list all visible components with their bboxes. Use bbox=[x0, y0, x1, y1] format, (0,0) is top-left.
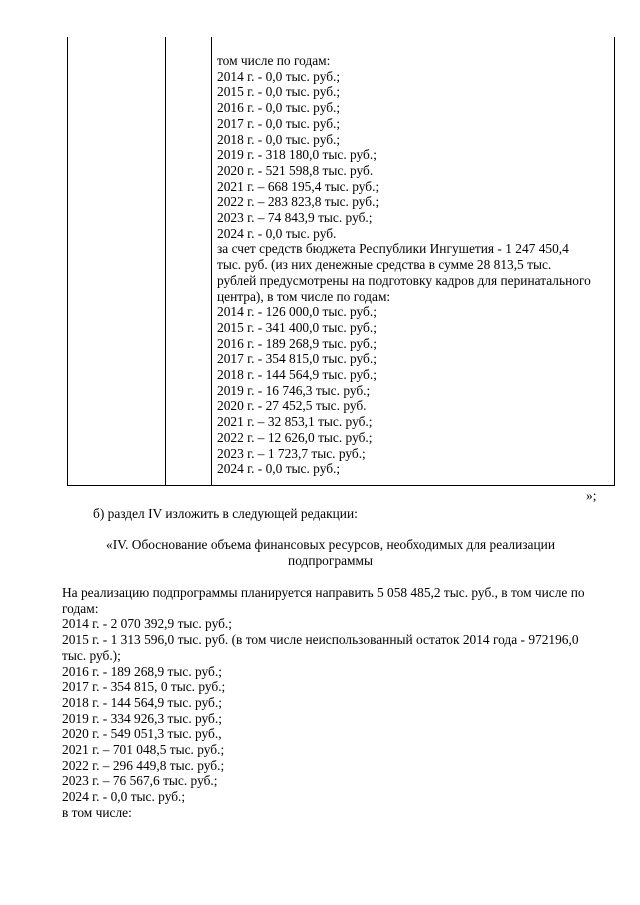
body-line: 2017 г. - 354 815, 0 тыс. руб.; bbox=[62, 679, 226, 695]
table-cell-line: 2016 г. - 189 268,9 тыс. руб.; bbox=[217, 335, 377, 351]
table-cell-line: 2021 г. – 668 195,4 тыс. руб.; bbox=[217, 178, 380, 194]
budget-paragraph-line: тыс. руб. (из них денежные средства в сумме 28 813,5 тыс. bbox=[217, 257, 552, 273]
body-line: 2014 г. - 2 070 392,9 тыс. руб.; bbox=[62, 616, 232, 632]
body-line: 2023 г. – 76 567,6 тыс. руб.; bbox=[62, 773, 218, 789]
table-cell-line: 2022 г. – 12 626,0 тыс. руб.; bbox=[217, 429, 373, 445]
body-line: 2018 г. - 144 564,9 тыс. руб.; bbox=[62, 694, 222, 710]
heading-line-2: подпрограммы bbox=[288, 552, 373, 568]
table-cell-line: 2015 г. - 0,0 тыс. руб.; bbox=[217, 84, 341, 100]
budget-paragraph-line: за счет средств бюджета Республики Ингушетия - 1 247 450,4 bbox=[217, 241, 569, 257]
table-cell-line: 2017 г. - 354 815,0 тыс. руб.; bbox=[217, 351, 377, 367]
table-column-divider bbox=[211, 37, 212, 485]
table-cell-line: 2021 г. – 32 853,1 тыс. руб.; bbox=[217, 414, 373, 430]
body-line: На реализацию подпрограммы планируется направить 5 058 485,2 тыс. руб., в том числе по bbox=[62, 585, 585, 600]
section-heading bbox=[63, 537, 598, 568]
body-line: 2022 г. – 296 449,8 тыс. руб.; bbox=[62, 757, 225, 773]
body-paragraph bbox=[62, 585, 622, 821]
body-line: тыс. руб.); bbox=[62, 647, 121, 663]
body-line: в том числе: bbox=[62, 804, 132, 820]
table-cell-funding-text bbox=[217, 53, 613, 477]
budget-paragraph-line: рублей предусмотрены на подготовку кадров для перинатального bbox=[217, 272, 591, 288]
table-cell-line: 2017 г. - 0,0 тыс. руб.; bbox=[217, 115, 341, 131]
table-cell-line: 2018 г. - 144 564,9 тыс. руб.; bbox=[217, 367, 377, 383]
table-cell-line: 2018 г. - 0,0 тыс. руб.; bbox=[217, 131, 341, 147]
table-cell-line: 2014 г. - 126 000,0 тыс. руб.; bbox=[217, 304, 377, 320]
body-line: 2016 г. - 189 268,9 тыс. руб.; bbox=[62, 663, 222, 679]
body-line: 2015 г. - 1 313 596,0 тыс. руб. (в том числе неиспользованный остаток 2014 года - 972196,0 bbox=[62, 632, 579, 648]
body-line: годам: bbox=[62, 600, 99, 616]
section-b-instruction: б) раздел IV изложить в следующей редакции: bbox=[93, 506, 358, 521]
table-cell-line: 2019 г. - 318 180,0 тыс. руб.; bbox=[217, 147, 377, 163]
budget-paragraph-line: центра), в том числе по годам: bbox=[217, 288, 391, 304]
body-line: 2024 г. - 0,0 тыс. руб.; bbox=[62, 789, 186, 805]
table-cell-line: 2023 г. – 1 723,7 тыс. руб.; bbox=[217, 445, 366, 461]
table-cell-line: 2014 г. - 0,0 тыс. руб.; bbox=[217, 68, 341, 84]
body-line: 2021 г. – 701 048,5 тыс. руб.; bbox=[62, 742, 225, 758]
body-line: 2019 г. - 334 926,3 тыс. руб.; bbox=[62, 710, 222, 726]
table-cell-line: 2022 г. – 283 823,8 тыс. руб.; bbox=[217, 194, 380, 210]
table-cell-line: 2024 г. - 0,0 тыс. руб.; bbox=[217, 461, 341, 477]
funding-table bbox=[67, 37, 615, 486]
table-cell-line: 2020 г. - 521 598,8 тыс. руб. bbox=[217, 162, 374, 178]
closing-quote-mark: »; bbox=[586, 488, 597, 503]
table-cell-line: 2015 г. - 341 400,0 тыс. руб.; bbox=[217, 319, 377, 335]
table-cell-line: том числе по годам: bbox=[217, 53, 331, 68]
heading-line-1: «IV. Обоснование объема финансовых ресурсов, необходимых для реализации bbox=[106, 537, 555, 552]
table-cell-line: 2020 г. - 27 452,5 тыс. руб. bbox=[217, 398, 367, 414]
table-cell-line: 2024 г. - 0,0 тыс. руб. bbox=[217, 225, 337, 241]
table-cell-line: 2019 г. - 16 746,3 тыс. руб.; bbox=[217, 382, 371, 398]
table-cell-line: 2023 г. – 74 843,9 тыс. руб.; bbox=[217, 210, 373, 226]
body-line: 2020 г. - 549 051,3 тыс. руб., bbox=[62, 726, 222, 742]
table-column-divider bbox=[165, 37, 166, 485]
table-cell-line: 2016 г. - 0,0 тыс. руб.; bbox=[217, 100, 341, 116]
